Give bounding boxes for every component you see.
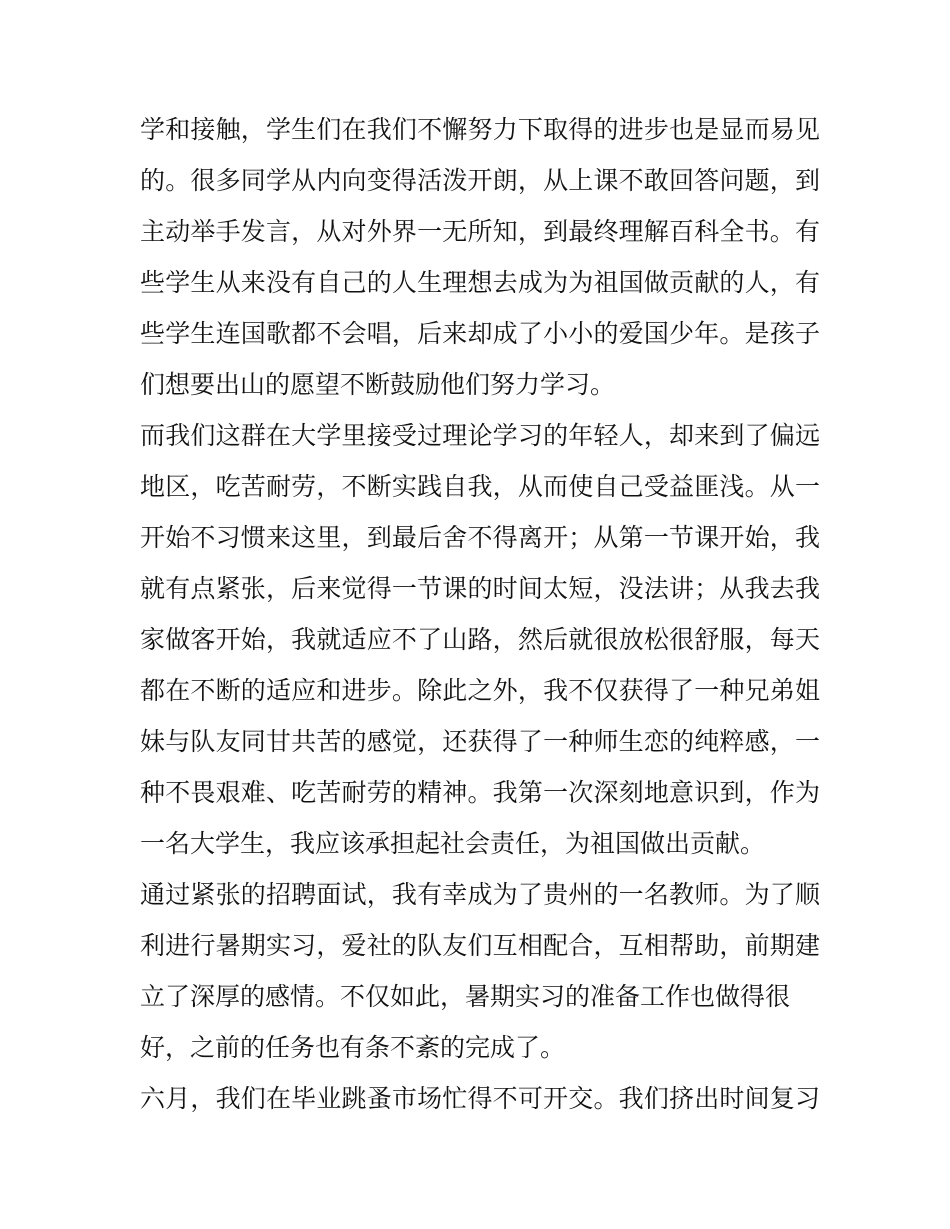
text-line: 主动举手发言，从对外界一无所知，到最终理解百科全书。有 — [140, 217, 820, 246]
text-line: 六月，我们在毕业跳蚤市场忙得不可开交。我们挤出时间复习 — [140, 1084, 820, 1113]
text-line: 地区，吃苦耐劳，不断实践自我，从而使自己受益匪浅。从一 — [140, 472, 820, 501]
text-line: 开始不习惯来这里，到最后舍不得离开；从第一节课开始，我 — [140, 523, 820, 552]
text-line: 一名大学生，我应该承担起社会责任，为祖国做出贡献。 — [140, 829, 766, 858]
text-line: 些学生从来没有自己的人生理想去成为为祖国做贡献的人，有 — [140, 268, 820, 297]
document-body — [140, 104, 820, 1124]
text-line: 些学生连国歌都不会唱，后来却成了小小的爱国少年。是孩子 — [140, 319, 820, 348]
text-line: 学和接触，学生们在我们不懈努力下取得的进步也是显而易见 — [140, 115, 820, 144]
paragraph — [140, 869, 820, 1073]
text-line: 好，之前的任务也有条不紊的完成了。 — [140, 1033, 566, 1062]
text-line: 通过紧张的招聘面试，我有幸成为了贵州的一名教师。为了顺 — [140, 880, 820, 909]
text-line: 利进行暑期实习，爱社的队友们互相配合，互相帮助，前期建 — [140, 931, 820, 960]
text-line: 的。很多同学从内向变得活泼开朗，从上课不敢回答问题，到 — [140, 166, 820, 195]
text-line: 家做客开始，我就适应不了山路，然后就很放松很舒服，每天 — [140, 625, 820, 654]
text-line: 都在不断的适应和进步。除此之外，我不仅获得了一种兄弟姐 — [140, 676, 820, 705]
paragraph — [140, 104, 820, 410]
text-line: 而我们这群在大学里接受过理论学习的年轻人，却来到了偏远 — [140, 421, 820, 450]
text-line: 妹与队友同甘共苦的感觉，还获得了一种师生恋的纯粹感，一 — [140, 727, 820, 756]
text-line: 种不畏艰难、吃苦耐劳的精神。我第一次深刻地意识到，作为 — [140, 778, 820, 807]
text-line: 立了深厚的感情。不仅如此，暑期实习的准备工作也做得很 — [140, 982, 791, 1011]
paragraph — [140, 410, 820, 869]
text-line: 就有点紧张，后来觉得一节课的时间太短，没法讲；从我去我 — [140, 574, 820, 603]
text-line: 们想要出山的愿望不断鼓励他们努力学习。 — [140, 370, 616, 399]
paragraph — [140, 1073, 820, 1124]
